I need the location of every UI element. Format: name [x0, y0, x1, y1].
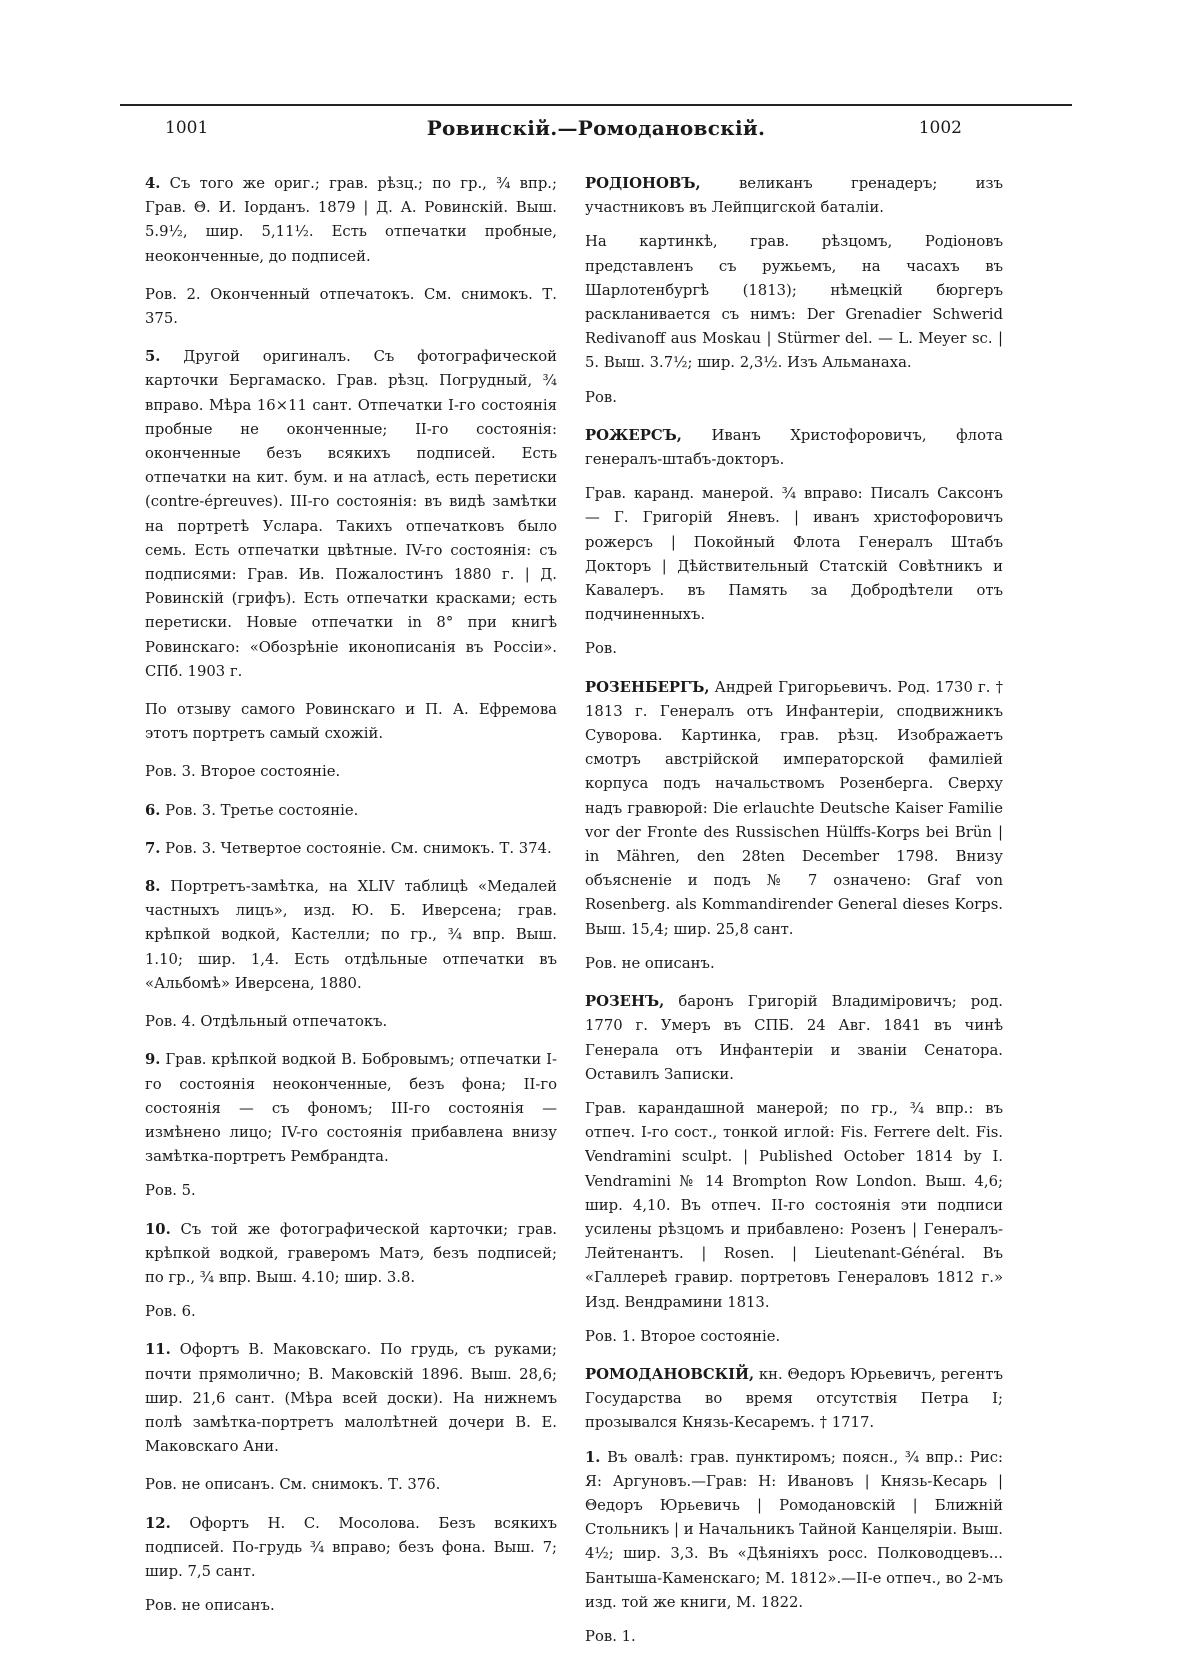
entry-paragraph: Ров. 3. Второе состояніе. [145, 763, 341, 781]
entry-paragraph: Ров. не описанъ. [145, 1597, 275, 1615]
entry-paragraph: Ров. 1. [585, 1627, 636, 1645]
entry-paragraph: По отзыву самого Ровинскаго и П. А. Ефремова этотъ портретъ самый схожій. [145, 701, 557, 743]
entry-paragraph: 6. Ров. 3. Третье состояніе. [145, 801, 359, 819]
entry-paragraph: Ров. [585, 388, 617, 406]
page-number-right: 1002 [918, 118, 962, 138]
entry-paragraph: 5. Другой оригиналъ. Съ фотографической карточки Бергамаско. Грав. рѣзц. Погрудный, ¾ вправо. Мѣра 16×11 сант. Отпечатки I-го состоянія пробные не оконченные; II-го состоянія: оконченные безъ всякихъ подписей. Есть отпечатки на кит. бум. и на атласѣ, есть перетиски (contre-épreuves). III-го состоянія: въ видѣ замѣтки на портретѣ Услара. Такихъ отпечатковъ было семь. Есть отпечатки цвѣтные. IV-го состоянія: съ подписями: Грав. Ив. Пожалостинъ 1880 г. | Д. Ровинскій (грифъ). Есть отпечатки красками; есть перетиски. Новые отпечатки in 8° при книгѣ Ровинскаго: «Обозрѣніе иконописанія въ Россіи». СПб. 1903 г. [145, 348, 557, 680]
entry-paragraph: Грав. каранд. манерой. ¾ вправо: Писалъ Саксонъ — Г. Григорій Яневъ. | иванъ христофоровичъ рожерсъ | Покойный Флота Генералъ Штабъ Докторъ | Дѣйствительный Статскій Совѣтникъ и Кавалеръ. въ Память за Добродѣтели отъ подчиненныхъ. [585, 485, 1003, 624]
entry-paragraph: РОЖЕРСЪ, Иванъ Христофоровичъ, флота генералъ-штабъ-докторъ. [585, 426, 1003, 469]
entry-paragraph: 11. Офортъ В. Маковскаго. По грудь, съ руками; почти прямолично; В. Маковскій 1896. Выш. 28,6; шир. 21,6 сант. (Мѣра всей доски). На нижнемъ полѣ замѣтка-портретъ малолѣтней дочери В. Е. Маковскаго Ани. [145, 1341, 557, 1456]
entry-paragraph: 8. Портретъ-замѣтка, на XLIV таблицѣ «Медалей частныхъ лицъ», изд. Ю. Б. Иверсена; грав. крѣпкой водкой, Кастелли; по гр., ¾ впр. Выш. 1.10; шир. 1,4. Есть отдѣльные отпечатки въ «Альбомѣ» Иверсена, 1880. [145, 878, 557, 992]
entry-paragraph: Ров. [585, 640, 617, 658]
entry-paragraph: Ров. 1. Второе состояніе. [585, 1327, 781, 1345]
entry-paragraph: Ров. 4. Отдѣльный отпечатокъ. [145, 1013, 388, 1031]
entry-paragraph: 12. Офортъ Н. С. Мосолова. Безъ всякихъ подписей. По-грудь ¾ вправо; безъ фона. Выш. 7; шир. 7,5 сант. [145, 1514, 557, 1580]
entry-paragraph: РОМОДАНОВСКІЙ, кн. Θедоръ Юрьевичъ, регентъ Государства во время отсутствія Петра I; прозывался Князь-Кесаремъ. † 1717. [585, 1365, 1003, 1432]
entry-paragraph: РОДІОНОВЪ, великанъ гренадеръ; изъ участниковъ въ Лейпцигской баталіи. [585, 175, 1003, 217]
entry-paragraph: РОЗЕНБЕРГЪ, Андрей Григорьевичъ. Род. 1730 г. † 1813 г. Генералъ отъ Инфантеріи, сподвижникъ Суворова. Картинка, грав. рѣзц. Изображаетъ смотръ австрійской императорской фамиліей корпуса подъ начальствомъ Розенберга. Сверху надъ гравюрой: Die erlauchte Deutsche Kaiser Familie vor der Fronte des Russischen Hülffs-Korps bei Brün | in Mähren, den 28ten December 1798. Внизу объясненіе и подъ № 7 означено: Graf von Rosenberg. als Kommandirender General dieses Korps. Выш. 15,4; шир. 25,8 сант. [585, 678, 1003, 938]
entry-paragraph: Ров. 5. [145, 1182, 196, 1200]
entry-paragraph: 9. Грав. крѣпкой водкой В. Бобровымъ; отпечатки I-го состоянія неоконченные, безъ фона; II-го состоянія — съ фономъ; III-го состоянія — измѣнено лицо; IV-го состоянія прибавлена внизу замѣтка-портретъ Рембрандта. [145, 1051, 557, 1166]
right-column [585, 172, 1003, 1663]
entry-paragraph: Ров. не описанъ. [585, 954, 715, 972]
left-column [145, 172, 557, 1632]
entry-paragraph: Ров. 6. [145, 1303, 196, 1321]
entry-paragraph: Ров. 2. Оконченный отпечатокъ. См. снимокъ. Т. 375. [145, 285, 557, 328]
page-number-left: 1001 [165, 118, 209, 138]
entry-paragraph: РОЗЕНЪ, баронъ Григорій Владиміровичъ; род. 1770 г. Умеръ въ СПБ. 24 Авг. 1841 въ чинѣ Генерала отъ Инфантеріи и званіи Сенатора. Оставилъ Записки. [585, 993, 1003, 1083]
page-header [120, 114, 1072, 146]
entry-paragraph: Грав. карандашной манерой; по гр., ¾ впр.: въ отпеч. I-го сост., тонкой иглой: Fis. Ferrere delt. Fis. Vendramini sculpt. | Published October 1814 by I. Vendramini № 14 Brompton Row London. Выш. 4,6; шир. 4,10. Въ отпеч. II-го состоянія эти подписи усилены рѣзцомъ и прибавлено: Розенъ | Генералъ-Лейтенантъ. | Rosen. | Lieutenant-Général. Въ «Галлереѣ гравир. портретовъ Генераловъ 1812 г.» Изд. Вендрамини 1813. [585, 1099, 1003, 1311]
entry-paragraph: 7. Ров. 3. Четвертое состояніе. См. снимокъ. Т. 374. [145, 839, 552, 857]
entry-paragraph: 4. Съ того же ориг.; грав. рѣзц.; по гр., ¾ впр.; Грав. Θ. И. Іорданъ. 1879 | Д. А. Ровинскій. Выш. 5.9½, шир. 5,11½. Есть отпечатки пробные, неоконченные, до подписей. [145, 175, 557, 265]
entry-paragraph: 10. Съ той же фотографической карточки; грав. крѣпкой водкой, граверомъ Матэ, безъ подписей; по гр., ¾ впр. Выш. 4.10; шир. 3.8. [145, 1220, 557, 1286]
running-title: Ровинскій.—Ромодановскій. [426, 116, 766, 140]
header-rule [120, 104, 1072, 106]
entry-paragraph: 1. Въ овалѣ: грав. пунктиромъ; поясн., ¾ впр.: Рис: Я: Аргуновъ.—Грав: Н: Ивановъ | Князь-Кесарь | Θедоръ Юрьевичь | Ромодановскій | Ближній Стольникъ | и Начальникъ Тайной Канцеляріи. Выш. 4½; шир. 3,3. Въ «Дѣяніяхъ росс. Полководцевъ... Бантыша-Каменскаго; М. 1812».—II-е отпеч., во 2-мъ изд. той же книги, М. 1822. [585, 1448, 1004, 1611]
entry-paragraph: Ров. не описанъ. См. снимокъ. Т. 376. [145, 1476, 441, 1494]
entry-paragraph: На картинкѣ, грав. рѣзцомъ, Родіоновъ представленъ съ ружьемъ, на часахъ въ Шарлотенбургѣ (1813); нѣмецкій бюргеръ раскланивается съ нимъ: Der Grenadier Schwerid Redivanoff aus Moskau | Stürmer del. — L. Meyer sc. | 5. Выш. 3.7½; шир. 2,3½. Изъ Альманаха. [585, 233, 1003, 372]
